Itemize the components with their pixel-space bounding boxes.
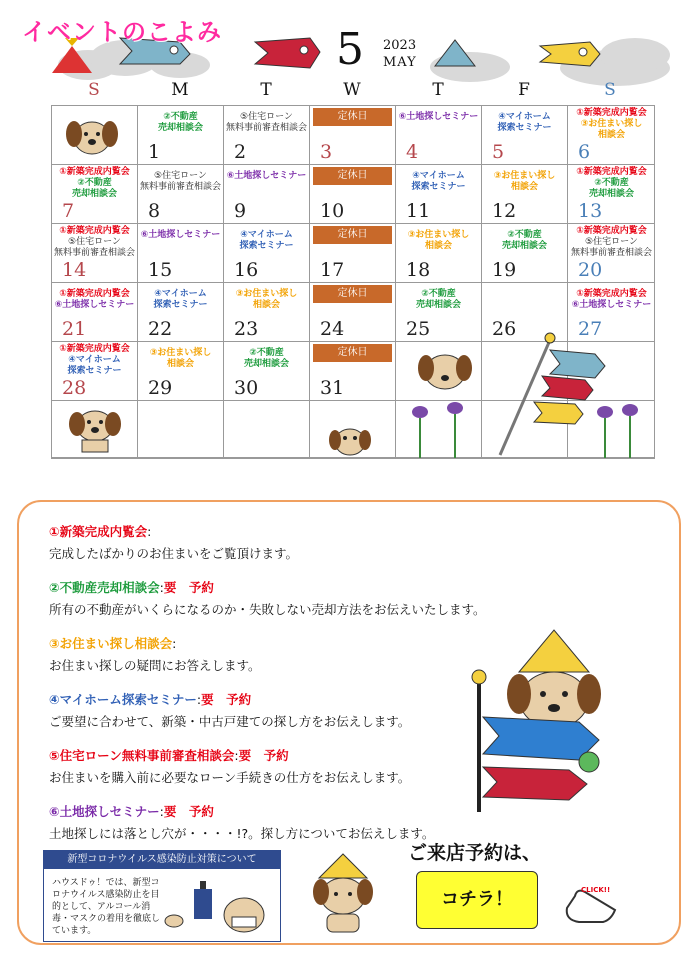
day-number: 16 [234, 259, 259, 281]
day-number: 10 [320, 200, 345, 222]
event-label: ③お住まい探し [149, 348, 212, 358]
day-number: 5 [492, 141, 505, 163]
click-label: CLICK!! [581, 886, 611, 894]
weekday-sun: S [88, 80, 100, 100]
event-label: 無料事前審査相談会 [54, 248, 136, 258]
day-number: 2 [234, 141, 247, 163]
event-label: ①新築完成内覧会 [59, 344, 130, 354]
event-label: 探索セミナー [67, 366, 122, 376]
calendar-day-cell [138, 106, 224, 165]
month-number: 5 [336, 24, 364, 75]
event-type-name: ①新築完成内覧会 [49, 524, 148, 539]
calendar-day-cell [138, 342, 224, 401]
event-label: 売却相談会 [501, 241, 547, 251]
day-number: 12 [492, 200, 517, 222]
calendar-day-cell [52, 283, 138, 342]
event-label: ①新築完成内覧会 [576, 167, 647, 177]
closed-day-badge: 定休日 [313, 167, 392, 185]
day-number: 17 [320, 259, 345, 281]
dog-mascot-icon [62, 112, 122, 160]
day-number: 21 [62, 318, 87, 340]
covid-notice-panel [43, 850, 281, 942]
event-label: ③お住まい探し [407, 230, 470, 240]
closed-day-badge: 定休日 [313, 226, 392, 244]
event-label: 相談会 [510, 182, 538, 192]
weekday-tue: T [260, 80, 272, 100]
calendar-day-cell [568, 106, 655, 165]
event-label: ②不動産 [77, 178, 112, 188]
calendar-day-cell [224, 342, 310, 401]
event-label: ⑥土地探しセミナー [140, 230, 221, 240]
event-type-colon: : [147, 524, 152, 539]
sanitizer-dog-icon [164, 875, 274, 937]
calendar-day-cell [396, 165, 482, 224]
calendar-day-cell [52, 342, 138, 401]
calendar-day-cell [482, 165, 568, 224]
event-type-colon: : [172, 636, 177, 651]
event-label: 売却相談会 [588, 189, 634, 199]
event-type-description: お住まい探しの疑問にお答えします。 [49, 658, 261, 673]
event-label: ②不動産 [249, 348, 284, 358]
event-label: ⑤住宅ローン [154, 171, 207, 181]
covid-notice-body: ハウスドゥ！では、新型コロナウイルス感染防止を目的として、アルコール消毒・マスクの着用を徹底しています。 [52, 878, 161, 936]
month-name: MAY [383, 55, 417, 70]
event-type-name: ②不動産売却相談会 [49, 580, 160, 595]
event-type-name: ⑥土地探しセミナー [49, 804, 160, 819]
day-number: 24 [320, 318, 345, 340]
event-type-heading [49, 634, 176, 652]
calendar-day-cell [396, 224, 482, 283]
year-label: 2023 [383, 38, 417, 53]
dog-mascot-icon [60, 402, 130, 454]
calendar-day-cell [568, 224, 655, 283]
event-label: ①新築完成内覧会 [576, 226, 647, 236]
day-number: 1 [148, 141, 161, 163]
event-label: ③お住まい探し [580, 119, 643, 129]
event-label: ⑤住宅ローン [240, 112, 293, 122]
event-label: ②不動産 [507, 230, 542, 240]
day-number: 3 [320, 141, 333, 163]
weekday-mon: M [171, 80, 189, 100]
event-label: ⑤住宅ローン [585, 237, 638, 247]
event-label: 売却相談会 [243, 359, 289, 369]
event-type-name: ④マイホーム探索セミナー [49, 692, 197, 707]
calendar-day-cell [224, 224, 310, 283]
event-type-description: 土地探しには落とし穴が・・・・!?。探し方についてお伝えします。 [49, 826, 435, 841]
event-label: 相談会 [424, 241, 452, 251]
reservation-required-badge: 要 予約 [238, 748, 289, 763]
event-label: 無料事前審査相談会 [226, 123, 308, 133]
event-label: 無料事前審査相談会 [570, 248, 652, 258]
event-type-description: 完成したばかりのお住まいをご覧頂けます。 [49, 546, 299, 561]
day-number: 29 [148, 377, 173, 399]
calendar-day-cell [224, 106, 310, 165]
event-label: ②不動産 [594, 178, 629, 188]
event-label: 売却相談会 [71, 189, 117, 199]
covid-notice-heading: 新型コロナウイルス感染防止対策について [44, 851, 280, 869]
reservation-label: ご来店予約は、 [408, 842, 542, 864]
day-number: 8 [148, 200, 161, 222]
event-label: ①新築完成内覧会 [576, 108, 647, 118]
event-label: ④マイホーム [240, 230, 293, 240]
day-number: 19 [492, 259, 517, 281]
calendar-day-cell [138, 283, 224, 342]
day-number: 27 [578, 318, 603, 340]
event-type-description: お住まいを購入前に必要なローン手続きの仕方をお伝えします。 [49, 770, 411, 785]
calendar-day-cell [310, 224, 396, 283]
event-label: ③お住まい探し [493, 171, 556, 181]
day-number: 14 [62, 259, 87, 281]
event-label: 探索セミナー [497, 123, 552, 133]
event-label: ④マイホーム [498, 112, 551, 122]
calendar-day-cell [482, 106, 568, 165]
day-number: 13 [578, 200, 603, 222]
calendar-day-cell [224, 401, 310, 458]
calendar-day-cell [52, 224, 138, 283]
day-number: 20 [578, 259, 603, 281]
calendar-day-cell [138, 224, 224, 283]
event-type-heading [49, 690, 251, 708]
event-type-heading [49, 802, 214, 820]
event-label: ③お住まい探し [235, 289, 298, 299]
calendar-day-cell [568, 165, 655, 224]
event-type-name: ③お住まい探し相談会 [49, 636, 173, 651]
calendar-day-cell [52, 165, 138, 224]
calendar-day-cell [482, 224, 568, 283]
day-number: 22 [148, 318, 173, 340]
day-number: 23 [234, 318, 259, 340]
day-number: 28 [62, 377, 87, 399]
event-label: ⑥土地探しセミナー [54, 300, 135, 310]
weekday-thu: T [432, 80, 444, 100]
event-type-colon: : [159, 580, 164, 595]
event-type-name: ⑤住宅ローン無料事前審査相談会 [49, 748, 235, 763]
event-label: ⑥土地探しセミナー [226, 171, 307, 181]
event-type-heading [49, 522, 151, 540]
day-number: 25 [406, 318, 431, 340]
event-label: 相談会 [597, 130, 625, 140]
calendar-day-cell [138, 401, 224, 458]
closed-day-badge: 定休日 [313, 285, 392, 303]
calendar-day-cell [396, 106, 482, 165]
iris-koinobori-illustration [400, 330, 655, 460]
dog-kabuto-koinobori-illustration [459, 622, 639, 822]
calendar-day-cell [310, 342, 396, 401]
event-label: ⑥土地探しセミナー [398, 112, 479, 122]
day-number: 4 [406, 141, 419, 163]
reservation-required-badge: 要 予約 [201, 692, 252, 707]
day-number: 11 [406, 200, 431, 222]
event-label: 相談会 [252, 300, 280, 310]
weekday-fri: F [518, 80, 530, 100]
event-label: 売却相談会 [157, 123, 203, 133]
closed-day-badge: 定休日 [313, 344, 392, 362]
day-number: 31 [320, 377, 345, 399]
event-label: ⑤住宅ローン [68, 237, 121, 247]
day-number: 9 [234, 200, 247, 222]
event-label: 相談会 [166, 359, 194, 369]
dog-kabuto-small-icon [305, 852, 381, 937]
weekday-wed: W [343, 80, 361, 100]
event-type-colon: : [159, 804, 164, 819]
event-label: 売却相談会 [415, 300, 461, 310]
day-number: 6 [578, 141, 591, 163]
event-label: 探索セミナー [153, 300, 208, 310]
event-descriptions-panel [17, 500, 681, 945]
calendar-day-cell [138, 165, 224, 224]
event-label: ④マイホーム [68, 355, 121, 365]
reservation-button[interactable]: コチラ！ [416, 871, 538, 929]
event-type-heading [49, 578, 214, 596]
event-label: 探索セミナー [411, 182, 466, 192]
closed-day-badge: 定休日 [313, 108, 392, 126]
calendar-day-cell [310, 283, 396, 342]
event-label: ④マイホーム [412, 171, 465, 181]
event-label: ④マイホーム [154, 289, 207, 299]
day-number: 30 [234, 377, 259, 399]
calendar-day-cell [310, 106, 396, 165]
event-type-description: 所有の不動産がいくらになるのか・失敗しない売却方法をお伝えいたします。 [49, 602, 486, 617]
day-number: 26 [492, 318, 517, 340]
event-label: ①新築完成内覧会 [59, 289, 130, 299]
event-label: ①新築完成内覧会 [59, 226, 130, 236]
calendar-day-cell [310, 165, 396, 224]
event-type-colon: : [196, 692, 202, 707]
event-label: ①新築完成内覧会 [576, 289, 647, 299]
reservation-required-badge: 要 予約 [163, 580, 214, 595]
reservation-required-badge: 要 予約 [163, 804, 214, 819]
day-number: 15 [148, 259, 173, 281]
event-label: ①新築完成内覧会 [59, 167, 130, 177]
event-label: ⑥土地探しセミナー [571, 300, 652, 310]
weekday-sat: S [604, 80, 616, 100]
day-number: 7 [62, 200, 75, 222]
event-label: 探索セミナー [239, 241, 294, 251]
event-type-heading [49, 746, 289, 764]
page-title: イベントのこよみ [22, 18, 222, 46]
event-type-description: ご要望に合わせて、新築・中古戸建ての探し方をお伝えします。 [49, 714, 411, 729]
event-type-colon: : [234, 748, 239, 763]
event-label: ②不動産 [163, 112, 198, 122]
calendar-day-cell [224, 165, 310, 224]
calendar-day-cell [224, 283, 310, 342]
pointing-hand-icon [555, 880, 625, 928]
dog-mascot-icon [325, 418, 375, 458]
event-label: 無料事前審査相談会 [140, 182, 222, 192]
koinobori-right-icon [425, 28, 675, 78]
event-label: ②不動産 [421, 289, 456, 299]
day-number: 18 [406, 259, 431, 281]
